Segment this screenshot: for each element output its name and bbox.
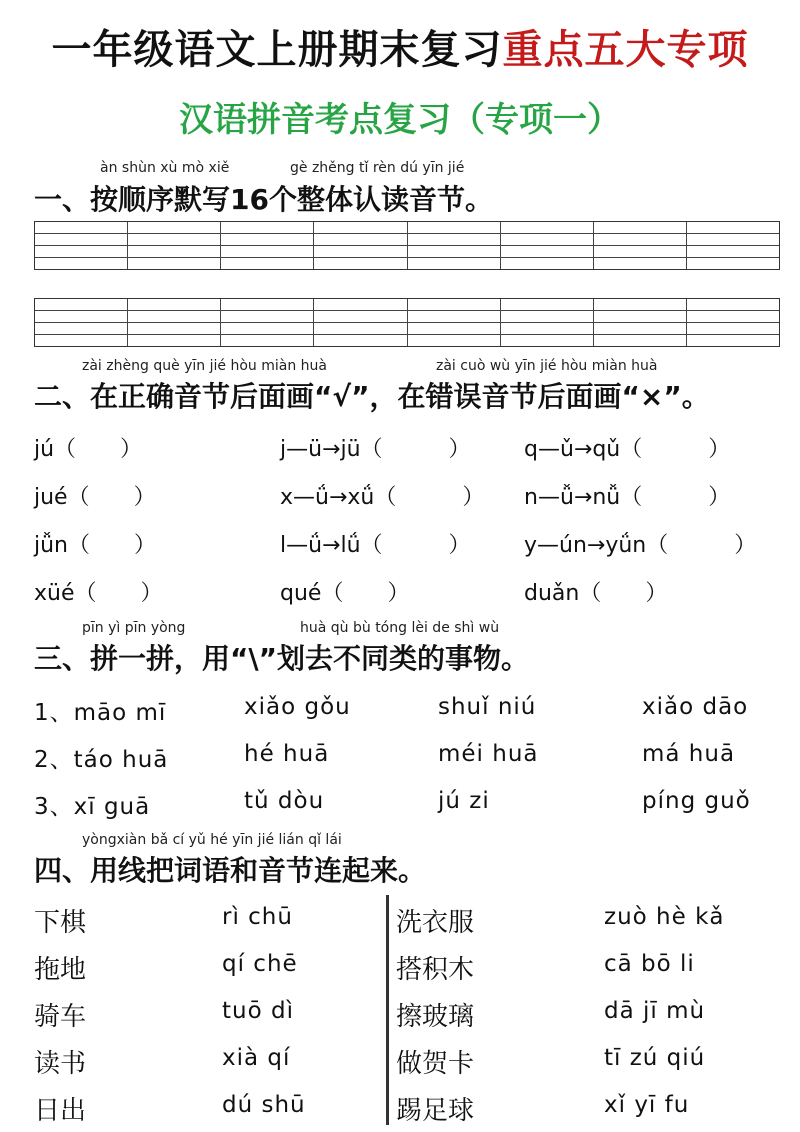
match-word[interactable]: 搭积木 bbox=[396, 955, 475, 985]
classify-item[interactable]: jú zi bbox=[438, 788, 490, 814]
check-item[interactable]: n—ǚ→nǚ（ ） bbox=[524, 485, 731, 510]
classify-item[interactable]: 3、xī guā bbox=[34, 794, 151, 820]
match-word[interactable]: 下棋 bbox=[34, 908, 87, 938]
page-title bbox=[0, 18, 800, 75]
section1-pinyin-b: gè zhěng tǐ rèn dú yīn jié bbox=[290, 160, 465, 176]
classify-item[interactable]: shuǐ niú bbox=[438, 694, 537, 720]
classify-item[interactable]: méi huā bbox=[438, 741, 539, 767]
grid-row bbox=[35, 311, 779, 323]
section4-heading: 四、用线把词语和音节连起来。 bbox=[34, 854, 427, 887]
classify-item[interactable]: xiǎo dāo bbox=[642, 694, 749, 720]
section1-heading: 一、按顺序默写16个整体认读音节。 bbox=[34, 183, 493, 216]
page-subtitle: 汉语拼音考点复习（专项一） bbox=[179, 100, 621, 140]
classify-item[interactable]: 1、māo mī bbox=[34, 700, 167, 726]
classify-item[interactable]: tǔ dòu bbox=[244, 788, 325, 814]
classify-item[interactable]: xiǎo gǒu bbox=[244, 694, 351, 720]
match-pinyin[interactable]: rì chū bbox=[222, 904, 293, 930]
match-word[interactable]: 拖地 bbox=[34, 955, 87, 985]
match-word[interactable]: 擦玻璃 bbox=[396, 1002, 475, 1032]
section3-pinyin-b: huà qù bù tóng lèi de shì wù bbox=[300, 620, 500, 636]
classify-item[interactable]: hé huā bbox=[244, 741, 330, 767]
section3-pinyin-a: pīn yì pīn yòng bbox=[82, 620, 186, 636]
match-word[interactable]: 踢足球 bbox=[396, 1096, 475, 1126]
match-pinyin[interactable]: tuō dì bbox=[222, 998, 294, 1024]
title-black: 一年级语文上册期末复习 bbox=[51, 27, 503, 73]
check-item[interactable]: y—ún→yǘn（ ） bbox=[524, 533, 757, 558]
check-item[interactable]: l—ǘ→lǘ（ ） bbox=[280, 533, 471, 558]
grid-row bbox=[35, 335, 779, 346]
match-word[interactable]: 日出 bbox=[34, 1096, 87, 1126]
match-pinyin[interactable]: qí chē bbox=[222, 951, 298, 977]
grid-row bbox=[35, 299, 779, 311]
match-pinyin[interactable]: dú shū bbox=[222, 1092, 306, 1118]
check-item[interactable]: qué（ ） bbox=[280, 581, 410, 606]
check-item[interactable]: duǎn（ ） bbox=[524, 581, 668, 606]
pinyin-writing-grid-1[interactable] bbox=[34, 221, 780, 270]
grid-row bbox=[35, 222, 779, 234]
grid-row bbox=[35, 234, 779, 246]
classify-item[interactable]: má huā bbox=[642, 741, 736, 767]
grid-row bbox=[35, 258, 779, 269]
match-pinyin[interactable]: tī zú qiú bbox=[604, 1045, 706, 1071]
check-item[interactable]: xüé（ ） bbox=[34, 581, 163, 606]
match-pinyin[interactable]: xǐ yī fu bbox=[604, 1092, 690, 1118]
grid-row bbox=[35, 246, 779, 258]
match-word[interactable]: 读书 bbox=[34, 1049, 87, 1079]
match-word[interactable]: 做贺卡 bbox=[396, 1049, 475, 1079]
check-item[interactable]: jué（ ） bbox=[34, 485, 156, 510]
match-pinyin[interactable]: xià qí bbox=[222, 1045, 291, 1071]
check-item[interactable]: jǚn（ ） bbox=[34, 533, 156, 558]
pinyin-writing-grid-2[interactable] bbox=[34, 298, 780, 347]
section3-heading: 三、拼一拼，用“\”划去不同类的事物。 bbox=[34, 642, 530, 675]
match-pinyin[interactable]: cā bō li bbox=[604, 951, 695, 977]
grid-row bbox=[35, 323, 779, 335]
section2-pinyin-a: zài zhèng què yīn jié hòu miàn huà bbox=[82, 358, 327, 374]
section2-pinyin-b: zài cuò wù yīn jié hòu miàn huà bbox=[436, 358, 658, 374]
section4-pinyin: yòngxiàn bǎ cí yǔ hé yīn jié lián qǐ lái bbox=[82, 832, 342, 848]
classify-item[interactable]: píng guǒ bbox=[642, 788, 751, 814]
classify-item[interactable]: 2、táo huā bbox=[34, 747, 169, 773]
column-divider bbox=[386, 895, 389, 1125]
check-item[interactable]: jú（ ） bbox=[34, 437, 143, 462]
check-item[interactable]: j—ü→jü（ ） bbox=[280, 437, 471, 462]
match-word[interactable]: 骑车 bbox=[34, 1002, 87, 1032]
match-pinyin[interactable]: zuò hè kǎ bbox=[604, 904, 725, 930]
check-item[interactable]: x—ǘ→xǘ（ ） bbox=[280, 485, 485, 510]
section1-pinyin-a: àn shùn xù mò xiě bbox=[100, 160, 230, 176]
title-red: 重点五大专项 bbox=[502, 27, 749, 73]
check-item[interactable]: q—ǔ→qǔ（ ） bbox=[524, 437, 731, 462]
match-word[interactable]: 洗衣服 bbox=[396, 908, 475, 938]
match-pinyin[interactable]: dā jī mù bbox=[604, 998, 706, 1024]
section2-heading: 二、在正确音节后面画“√”，在错误音节后面画“×”。 bbox=[34, 380, 710, 413]
